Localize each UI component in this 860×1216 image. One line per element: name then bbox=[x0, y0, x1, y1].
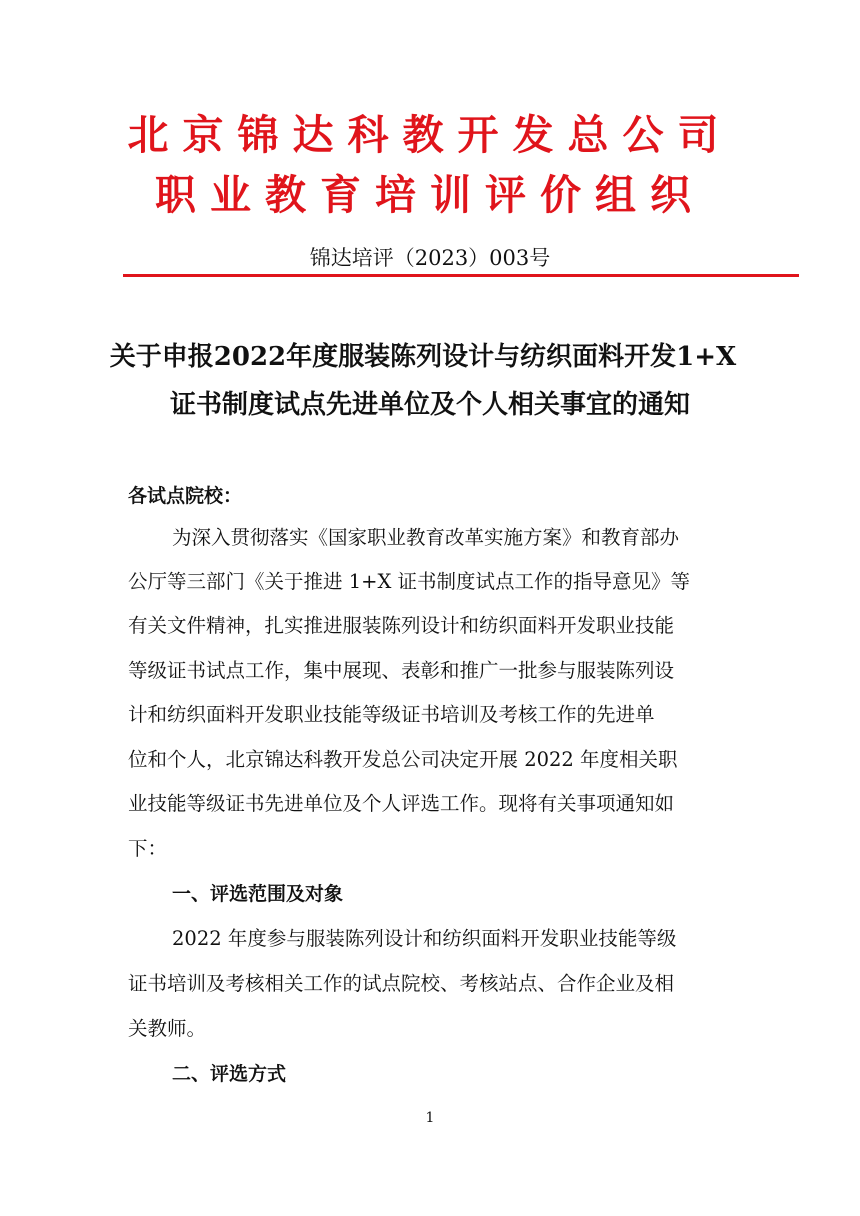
paragraph-line: 为深入贯彻落实《国家职业教育改革实施方案》和教育部办 bbox=[172, 526, 680, 549]
paragraph-line: 有关文件精神，扎实推进服装陈列设计和纺织面料开发职业技能 bbox=[128, 614, 675, 637]
header-divider bbox=[123, 274, 799, 277]
document-title-line-2: 证书制度试点先进单位及个人相关事宜的通知 bbox=[169, 390, 690, 420]
document-number: 锦达培评（2023）003号 bbox=[309, 246, 551, 270]
paragraph-line: 证书培训及考核相关工作的试点院校、考核站点、合作企业及相 bbox=[128, 972, 675, 995]
paragraph-line: 位和个人，北京锦达科教开发总公司决定开展 2022 年度相关职 bbox=[128, 748, 678, 771]
paragraph-line: 公厅等三部门《关于推进 1+X 证书制度试点工作的指导意见》等 bbox=[128, 570, 691, 593]
paragraph-line: 业技能等级证书先进单位及个人评选工作。现将有关事项通知如 bbox=[128, 792, 675, 815]
section-heading: 二、评选方式 bbox=[172, 1063, 287, 1085]
organization-subtitle: 职业教育培训评价组织 bbox=[155, 171, 705, 219]
paragraph-line: 等级证书试点工作，集中展现、表彰和推广一批参与服装陈列设 bbox=[128, 659, 675, 682]
page-number: 1 bbox=[425, 1110, 435, 1126]
paragraph-line: 关教师。 bbox=[128, 1017, 207, 1040]
document-title-line-1: 关于申报2022年度服装陈列设计与纺织面料开发1+X bbox=[109, 342, 737, 372]
organization-name: 北京锦达科教开发总公司 bbox=[127, 111, 733, 159]
salutation: 各试点院校： bbox=[128, 485, 243, 507]
section-heading: 一、评选范围及对象 bbox=[172, 883, 344, 905]
paragraph-line: 2022 年度参与服装陈列设计和纺织面料开发职业技能等级 bbox=[172, 927, 677, 950]
paragraph-line: 下： bbox=[128, 837, 168, 860]
paragraph-line: 计和纺织面料开发职业技能等级证书培训及考核工作的先进单 bbox=[128, 703, 655, 726]
